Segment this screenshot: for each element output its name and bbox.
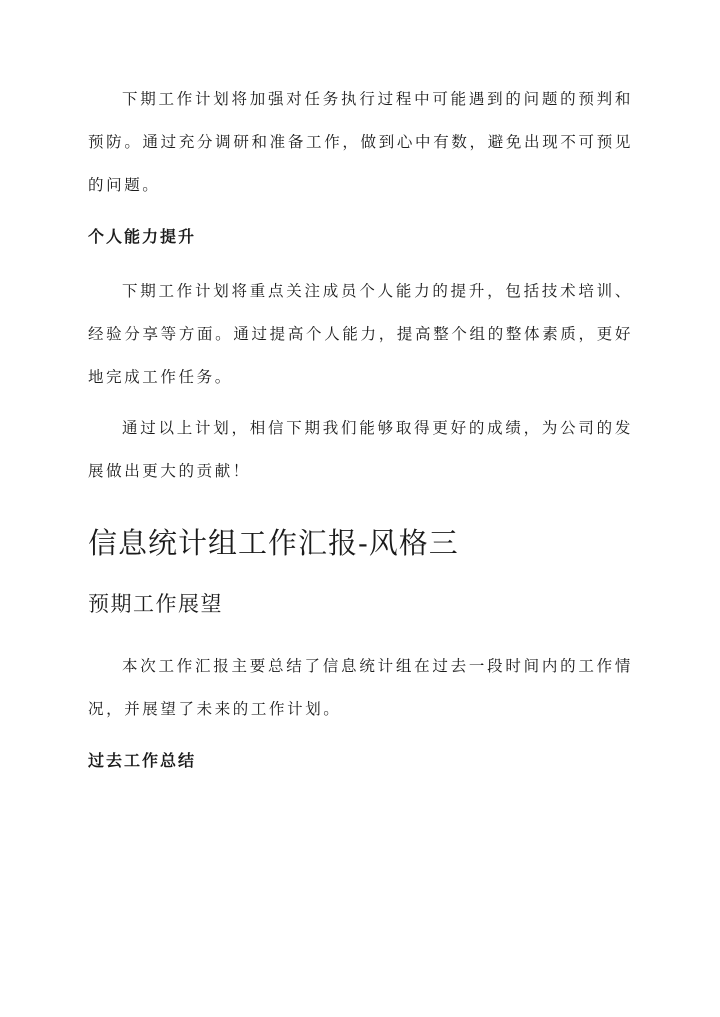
heading-past-work-summary: 过去工作总结 [88,751,197,770]
paragraph-problem-prevention: 下期工作计划将加强对任务执行过程中可能遇到的问题的预判和预防。通过充分调研和准备工作，做到心中有数，避免出现不可预见的问题。 [88,90,633,194]
paragraph-conclusion: 通过以上计划，相信下期我们能够取得更好的成绩，为公司的发展做出更大的贡献！ [88,419,633,480]
paragraph-report-summary: 本次工作汇报主要总结了信息统计组在过去一段时间内的工作情况，并展望了未来的工作计划。 [88,657,633,718]
paragraph-ability-improvement: 下期工作计划将重点关注成员个人能力的提升，包括技术培训、经验分享等方面。通过提高个人能力，提高整个组的整体素质，更好地完成工作任务。 [88,282,633,386]
heading-expected-outlook: 预期工作展望 [88,592,223,616]
heading-personal-ability: 个人能力提升 [88,227,197,246]
report-title: 信息统计组工作汇报-风格三 [88,526,459,560]
document-page [88,78,633,782]
